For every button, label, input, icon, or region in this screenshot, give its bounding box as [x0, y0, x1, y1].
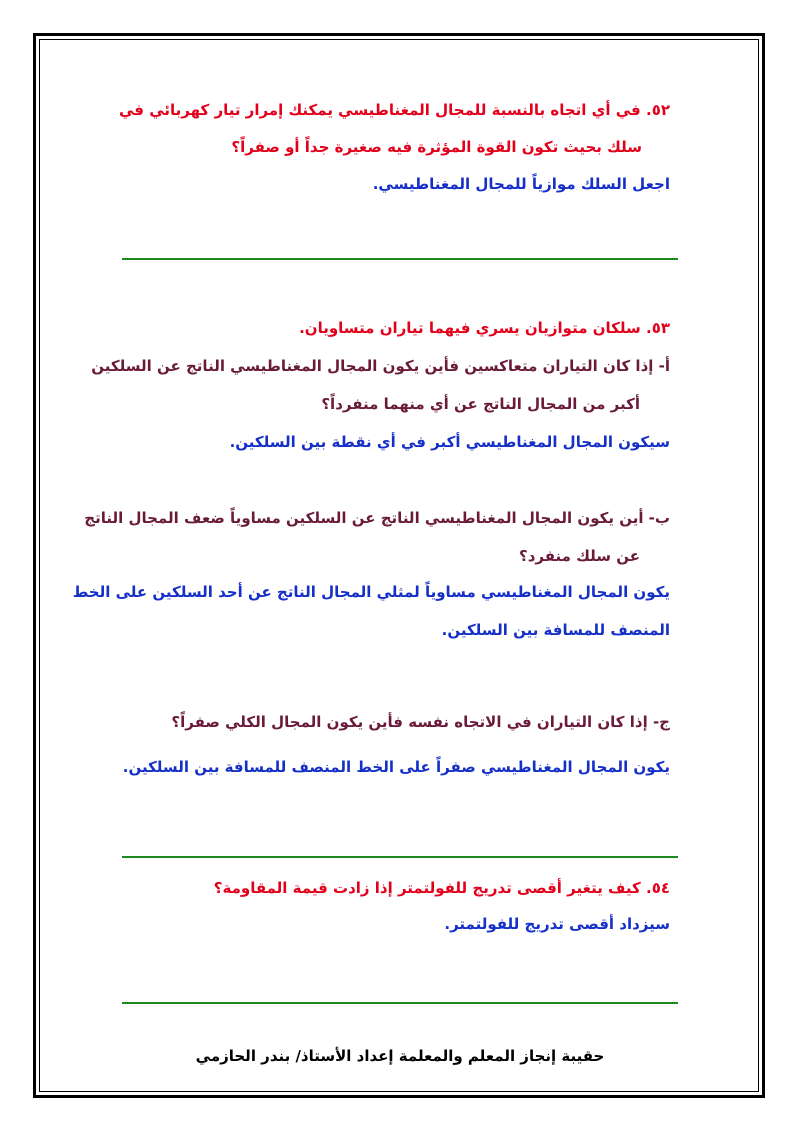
q53-part-c-line1: ج- إذا كان التياران في الاتجاه نفسه فأين يكون المجال الكلي صفراً؟: [171, 713, 670, 731]
section-divider: [122, 856, 678, 858]
q53-part-c-answer: يكون المجال المغناطيسي صفراً على الخط المنصف للمسافة بين السلكين.: [122, 758, 670, 776]
q53-part-a-answer: سيكون المجال المغناطيسي أكبر في أي نقطة بين السلكين.: [229, 433, 670, 451]
page-border-inner: [39, 39, 759, 1092]
footer-credit: حقيبة إنجاز المعلم والمعلمة إعداد الأستاذ/ بندر الحازمي: [195, 1047, 605, 1065]
section-divider: [122, 1002, 678, 1004]
q54-answer: سيزداد أقصى تدريج للفولتمتر.: [444, 915, 670, 933]
q53-part-a-line1: أ- إذا كان التياران متعاكسين فأين يكون المجال المغناطيسي الناتج عن السلكين: [91, 357, 670, 375]
q54-title: ٥٤. كيف يتغير أقصى تدريج للفولتمتر إذا زادت قيمة المقاومة؟: [213, 879, 670, 897]
q53-part-b-line2: عن سلك منفرد؟: [519, 547, 640, 565]
q52-question-line2: سلك بحيث تكون القوة المؤثرة فيه صغيرة جداً أو صفراً؟: [231, 138, 642, 156]
q53-part-b-answer-line2: المنصف للمسافة بين السلكين.: [441, 621, 670, 639]
section-divider: [122, 258, 678, 260]
q52-answer: اجعل السلك موازياً للمجال المغناطيسي.: [372, 175, 670, 193]
q53-title: ٥٣. سلكان متوازيان يسري فيهما تياران متساويان.: [299, 319, 670, 337]
q53-part-a-line2: أكبر من المجال الناتج عن أي منهما منفرداً؟: [321, 395, 640, 413]
q53-part-b-answer-line1: يكون المجال المغناطيسي مساوياً لمثلي المجال الناتج عن أحد السلكين على الخط: [72, 583, 670, 601]
q53-part-b-line1: ب- أين يكون المجال المغناطيسي الناتج عن السلكين مساوياً ضعف المجال الناتج: [84, 509, 670, 527]
q52-question-line1: ٥٢. في أي اتجاه بالنسبة للمجال المغناطيسي يمكنك إمرار تيار كهربائي في: [118, 101, 670, 119]
